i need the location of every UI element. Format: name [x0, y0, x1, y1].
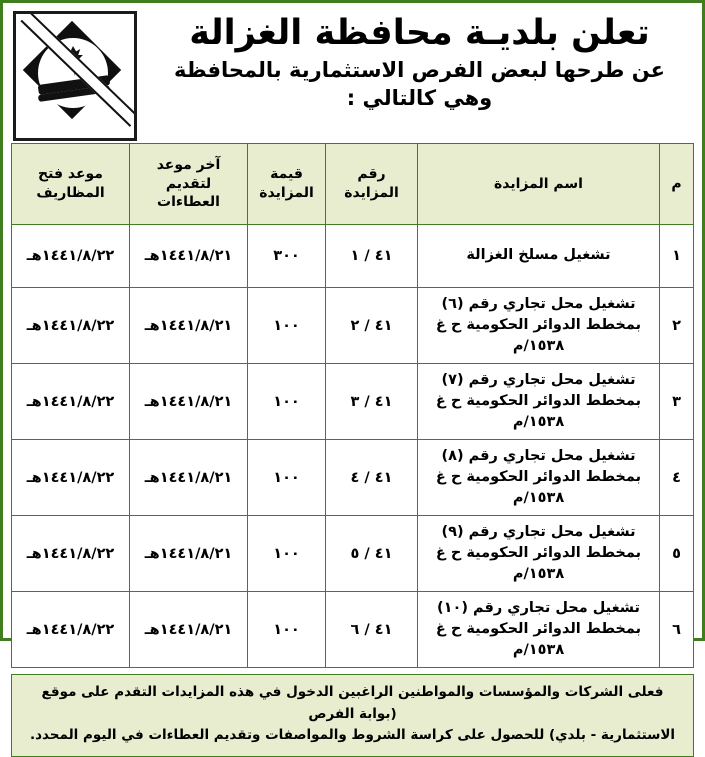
- column-header-bid-number: رقم المزايدة: [326, 144, 418, 225]
- cell-bid-number: ٤١ / ٥: [326, 516, 418, 592]
- cell-bid-value: ١٠٠: [248, 592, 326, 668]
- cell-open-date: ١٤٤١/٨/٢٢هـ: [12, 288, 130, 364]
- cell-bid-number: ٤١ / ٣: [326, 364, 418, 440]
- column-header-bid-value: قيمة المزايدة: [248, 144, 326, 225]
- cell-bid-value: ٣٠٠: [248, 225, 326, 288]
- cell-name: تشغيل محل تجاري رقم (٩) بمخطط الدوائر الحكومية ح غ ١٥٣٨/م: [418, 516, 660, 592]
- cell-name: تشغيل محل تجاري رقم (٧) بمخطط الدوائر الحكومية ح غ ١٥٣٨/م: [418, 364, 660, 440]
- cell-bid-number: ٤١ / ٢: [326, 288, 418, 364]
- cell-bid-value: ١٠٠: [248, 288, 326, 364]
- table-header: [12, 144, 694, 225]
- bids-table: [11, 143, 694, 668]
- cell-name: تشغيل محل تجاري رقم (٨) بمخطط الدوائر الحكومية ح غ ١٥٣٨/م: [418, 440, 660, 516]
- cell-last-date: ١٤٤١/٨/٢١هـ: [130, 440, 248, 516]
- page-title: تعلن بلديـة محافظة الغزالة: [189, 13, 650, 53]
- cell-bid-number: ٤١ / ١: [326, 225, 418, 288]
- cell-bid-value: ١٠٠: [248, 364, 326, 440]
- cell-name: تشغيل محل تجاري رقم (٦) بمخطط الدوائر الحكومية ح غ ١٥٣٨/م: [418, 288, 660, 364]
- bids-table-container: [7, 143, 698, 668]
- column-header-index: م: [660, 144, 694, 225]
- table-row: [12, 592, 694, 668]
- cell-index: ١: [660, 225, 694, 288]
- page-subtitle: عن طرحها لبعض الفرص الاستثمارية بالمحافظة: [174, 58, 665, 83]
- cell-last-date: ١٤٤١/٨/٢١هـ: [130, 288, 248, 364]
- cell-bid-number: ٤١ / ٦: [326, 592, 418, 668]
- cell-index: ٥: [660, 516, 694, 592]
- footer-line-2: الاستثمارية - بلدي) للحصول على كراسة الشروط والمواصفات وتقديم العطاءات في اليوم المحدد.: [29, 727, 676, 744]
- column-header-name: اسم المزايدة: [418, 144, 660, 225]
- page-subtitle-secondary: وهي كالتالي :: [346, 85, 493, 110]
- cell-index: ٣: [660, 364, 694, 440]
- cell-last-date: ١٤٤١/٨/٢١هـ: [130, 592, 248, 668]
- cell-open-date: ١٤٤١/٨/٢٢هـ: [12, 364, 130, 440]
- cell-bid-number: ٤١ / ٤: [326, 440, 418, 516]
- cell-last-date: ١٤٤١/٨/٢١هـ: [130, 516, 248, 592]
- cell-index: ٢: [660, 288, 694, 364]
- table-row: [12, 225, 694, 288]
- table-body: [12, 225, 694, 668]
- cell-bid-value: ١٠٠: [248, 516, 326, 592]
- footer-line-1: فعلى الشركات والمؤسسات والمواطنين الراغبين الدخول في هذه المزايدات التقدم على موقع (بوابة الفرص: [41, 684, 664, 722]
- cell-open-date: ١٤٤١/٨/٢٢هـ: [12, 592, 130, 668]
- cell-name: تشغيل محل تجاري رقم (١٠) بمخطط الدوائر الحكومية ح غ ١٥٣٨/م: [418, 592, 660, 668]
- headings-block: [147, 11, 692, 111]
- cell-name: تشغيل مسلخ الغزالة: [418, 225, 660, 288]
- cell-bid-value: ١٠٠: [248, 440, 326, 516]
- column-header-open-date: موعد فتح المظاريف: [12, 144, 130, 225]
- column-header-last-date: آخر موعد لتقديم العطاءات: [130, 144, 248, 225]
- cell-open-date: ١٤٤١/٨/٢٢هـ: [12, 516, 130, 592]
- table-row: [12, 288, 694, 364]
- cell-open-date: ١٤٤١/٨/٢٢هـ: [12, 225, 130, 288]
- table-row: [12, 516, 694, 592]
- table-header-row: [12, 144, 694, 225]
- table-row: [12, 364, 694, 440]
- cell-last-date: ١٤٤١/٨/٢١هـ: [130, 364, 248, 440]
- cell-last-date: ١٤٤١/٨/٢١هـ: [130, 225, 248, 288]
- page-header: [7, 7, 698, 143]
- cell-open-date: ١٤٤١/٨/٢٢هـ: [12, 440, 130, 516]
- footer-notice: [11, 674, 694, 757]
- municipality-emblem-logo: [13, 11, 137, 141]
- cell-index: ٦: [660, 592, 694, 668]
- cell-index: ٤: [660, 440, 694, 516]
- table-row: [12, 440, 694, 516]
